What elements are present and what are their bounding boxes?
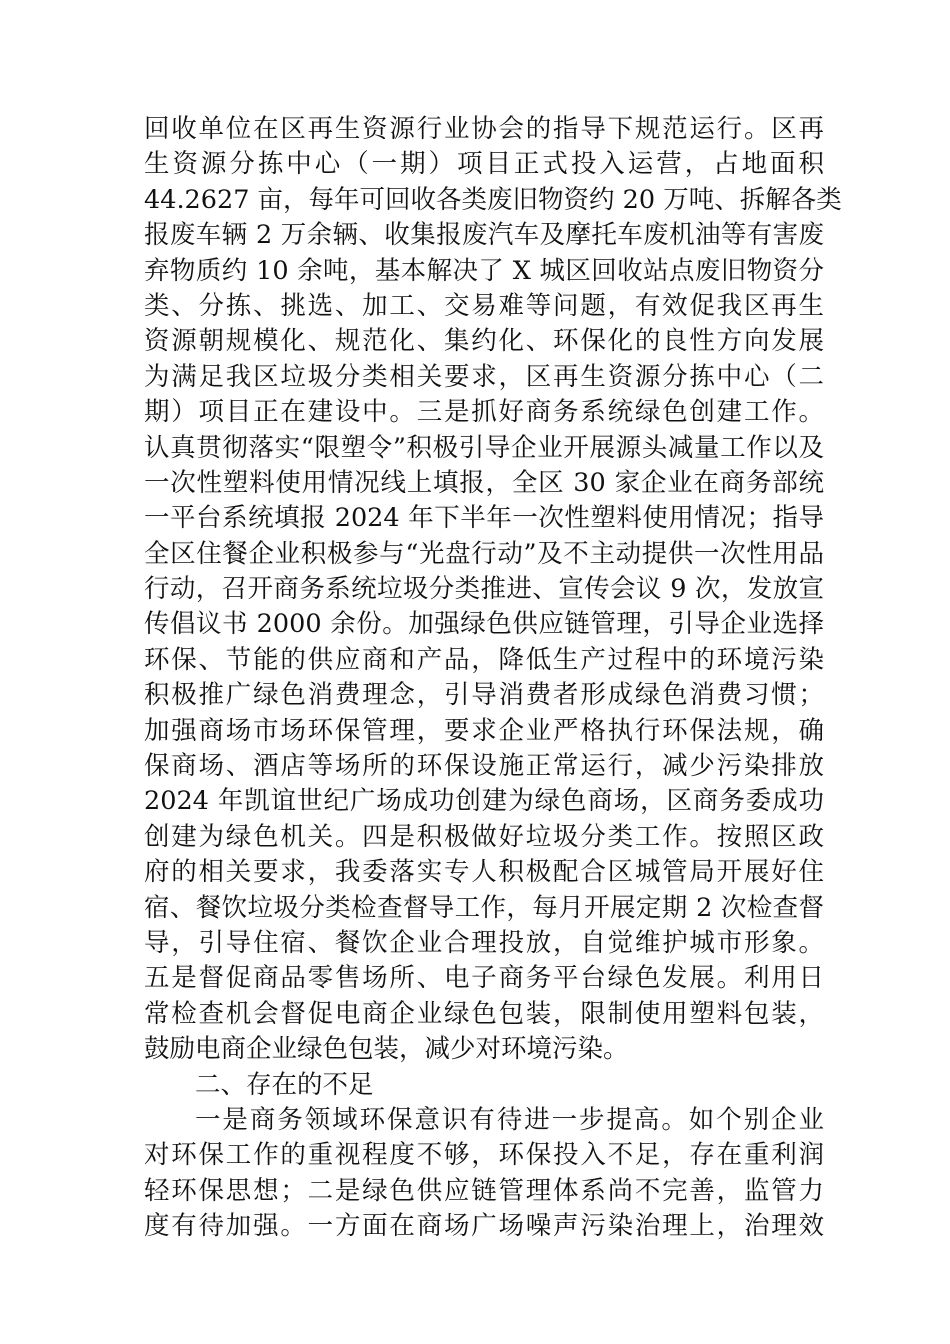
text-line: 资源朝规模化、规范化、集约化、环保化的良性方向发展 bbox=[144, 326, 824, 357]
text-line: 期）项目正在建设中。三是抓好商务系统绿色创建工作。 bbox=[144, 397, 824, 428]
text-line: 报废车辆 2 万余辆、收集报废汽车及摩托车废机油等有害废 bbox=[144, 220, 824, 251]
text-line: 加强商场市场环保管理，要求企业严格执行环保法规，确 bbox=[144, 715, 824, 746]
text-line: 府的相关要求，我委落实专人积极配合区城管局开展好住 bbox=[144, 857, 824, 888]
text-line: 创建为绿色机关。四是积极做好垃圾分类工作。按照区政 bbox=[144, 821, 824, 852]
text-line: 对环保工作的重视程度不够，环保投入不足，存在重利润 bbox=[144, 1140, 824, 1171]
text-line: 认真贯彻落实“限塑令”积极引导企业开展源头减量工作以及 bbox=[144, 432, 824, 463]
document-body bbox=[144, 112, 842, 1245]
text-line: 为满足我区垃圾分类相关要求，区再生资源分拣中心（二 bbox=[144, 361, 824, 392]
text-line: 鼓励电商企业绿色包装，减少对环境污染。 bbox=[144, 1034, 629, 1065]
text-line: 一平台系统填报 2024 年下半年一次性塑料使用情况；指导 bbox=[144, 503, 824, 534]
text-line: 轻环保思想；二是绿色供应链管理体系尚不完善，监管力 bbox=[144, 1175, 824, 1206]
paragraph-shortcomings bbox=[144, 1103, 824, 1245]
text-line: 导，引导住宿、餐饮企业合理投放，自觉维护城市形象。 bbox=[144, 927, 824, 958]
text-line: 回收单位在区再生资源行业协会的指导下规范运行。区再 bbox=[144, 114, 824, 144]
text-line: 全区住餐企业积极参与“光盘行动”及不主动提供一次性用品 bbox=[144, 538, 824, 569]
text-line: 度有待加强。一方面在商场广场噪声污染治理上，治理效 bbox=[144, 1211, 824, 1242]
paragraph-recycling-and-green-creation bbox=[144, 112, 842, 1068]
text-line: 保商场、酒店等场所的环保设施正常运行，减少污染排放 bbox=[144, 751, 824, 782]
text-line: 行动，召开商务系统垃圾分类推进、宣传会议 9 次，发放宣 bbox=[144, 574, 824, 605]
text-line: 44.2627 亩，每年可回收各类废旧物资约 20 万吨、拆解各类 bbox=[144, 184, 842, 215]
text-line: 五是督促商品零售场所、电子商务平台绿色发展。利用日 bbox=[144, 963, 824, 994]
text-line: 类、分拣、挑选、加工、交易难等问题，有效促我区再生 bbox=[144, 290, 824, 321]
section-heading: 二、存在的不足 bbox=[195, 1069, 374, 1100]
text-line: 积极推广绿色消费理念，引导消费者形成绿色消费习惯； bbox=[144, 680, 824, 711]
text-line: 宿、餐饮垃圾分类检查督导工作，每月开展定期 2 次检查督 bbox=[144, 892, 824, 923]
text-line: 常检查机会督促电商企业绿色包装，限制使用塑料包装， bbox=[144, 998, 824, 1029]
text-line: 环保、节能的供应商和产品，降低生产过程中的环境污染 bbox=[144, 644, 824, 675]
text-line: 传倡议书 2000 余份。加强绿色供应链管理，引导企业选择 bbox=[144, 609, 824, 640]
text-line: 2024 年凯谊世纪广场成功创建为绿色商场，区商务委成功 bbox=[144, 786, 824, 817]
text-line: 弃物质约 10 余吨，基本解决了 X 城区回收站点废旧物资分 bbox=[144, 255, 824, 286]
text-line: 生资源分拣中心（一期）项目正式投入运营，占地面积 bbox=[144, 149, 824, 180]
text-line: 一是商务领域环保意识有待进一步提高。如个别企业 bbox=[195, 1104, 824, 1135]
text-line: 一次性塑料使用情况线上填报，全区 30 家企业在商务部统 bbox=[144, 467, 824, 498]
